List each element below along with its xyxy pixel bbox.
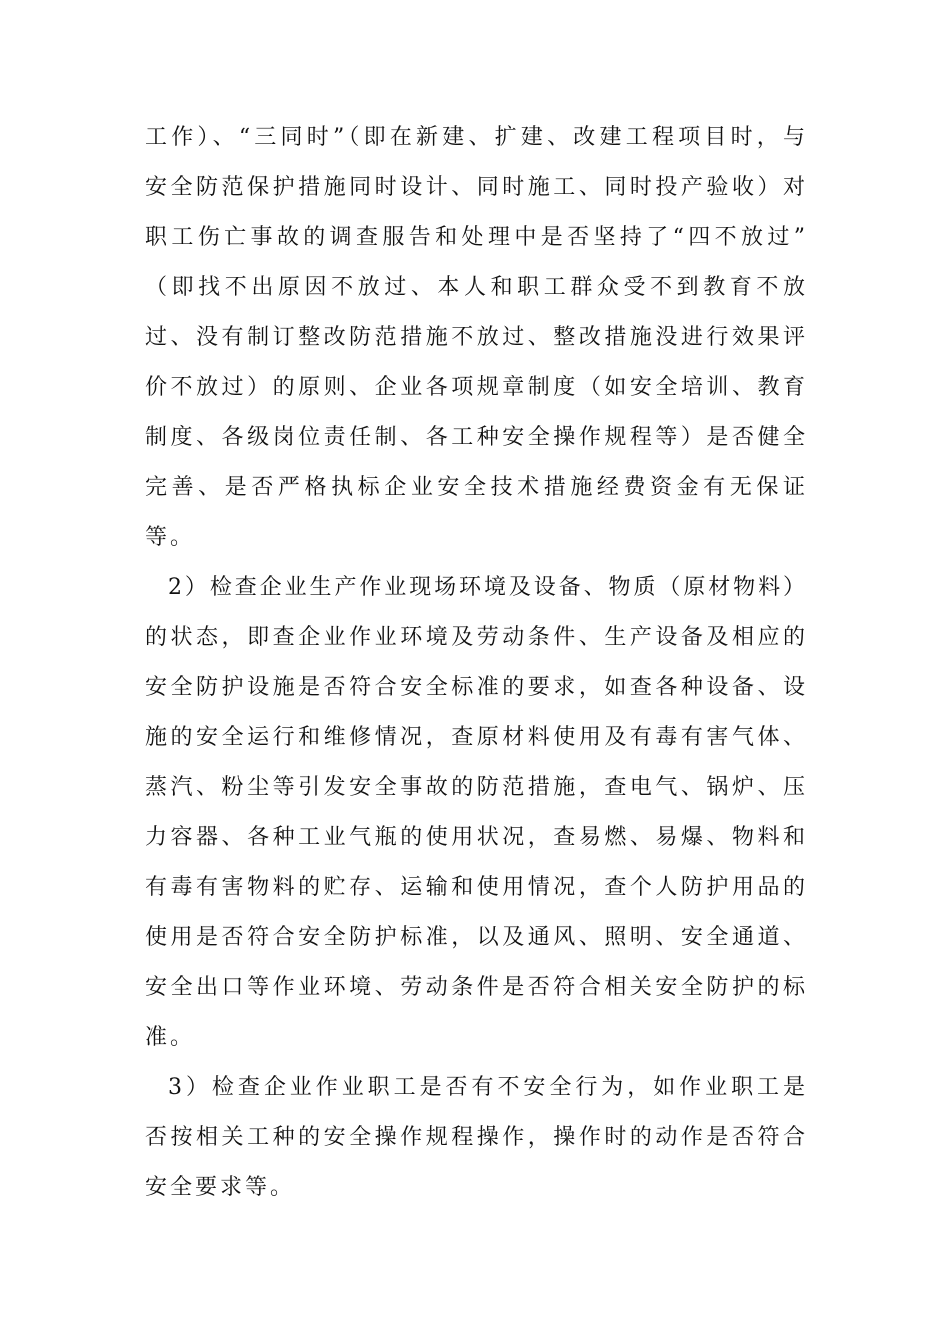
paragraph-2-line-9: 安全出口等作业环境、劳动条件是否符合相关安全防护的标 [145,975,805,1000]
paragraph-1-line-3: 职工伤亡事故的调查服告和处理中是否坚持了“四不放过” [145,225,805,250]
paragraph-2-line-6: 力容器、各种工业气瓶的使用状况，查易燃、易爆、物料和 [145,825,805,850]
paragraph-2-line-8: 使用是否符合安全防护标准，以及通风、照明、安全通道、 [145,925,805,950]
paragraph-2-line-7: 有毒有害物料的贮存、运输和使用情况，查个人防护用品的 [145,875,805,900]
paragraph-1-line-2: 安全防范保护措施同时设计、同时施工、同时投产验收）对 [145,175,805,200]
paragraph-3-line-1: 3）检查企业作业职工是否有不安全行为，如作业职工是 [168,1075,805,1100]
paragraph-1-line-7: 制度、各级岗位责任制、各工种安全操作规程等）是否健全 [145,425,805,450]
paragraph-2-line-5: 蒸汽、粉尘等引发安全事故的防范措施，查电气、锅炉、压 [145,775,805,800]
paragraph-2-line-3: 安全防护设施是否符合安全标准的要求，如查各种设备、设 [145,675,805,700]
paragraph-2-line-10: 准。 [145,1025,196,1050]
paragraph-3-line-3: 安全要求等。 [145,1175,296,1200]
paragraph-1-line-1: 工作）、“三同时”（即在新建、扩建、改建工程项目时，与 [145,125,805,150]
paragraph-3-line-2: 否按相关工种的安全操作规程操作，操作时的动作是否符合 [145,1125,805,1150]
paragraph-2-line-1: 2）检查企业生产作业现场环境及设备、物质（原材物料） [168,575,805,600]
paragraph-1-line-9: 等。 [145,525,196,550]
paragraph-2-line-4: 施的安全运行和维修情况，查原材料使用及有毒有害气体、 [145,725,805,750]
paragraph-2-line-2: 的状态，即查企业作业环境及劳动条件、生产设备及相应的 [145,625,805,650]
paragraph-1-line-5: 过、没有制订整改防范措施不放过、整改措施没进行效果评 [145,325,805,350]
paragraph-1-line-8: 完善、是否严格执标企业安全技术措施经费资金有无保证 [145,475,805,500]
paragraph-1-line-6: 价不放过）的原则、企业各项规章制度（如安全培训、教育 [145,375,805,400]
paragraph-1-line-4: （即找不出原因不放过、本人和职工群众受不到教育不放 [145,275,805,300]
